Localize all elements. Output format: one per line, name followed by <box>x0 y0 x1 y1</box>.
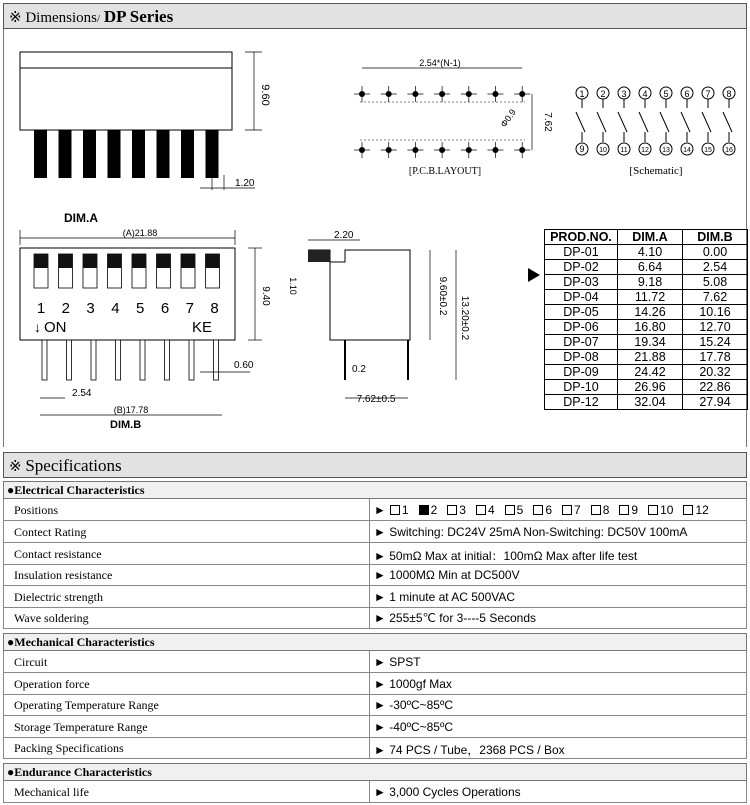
position-option-label: 12 <box>695 503 709 517</box>
pin <box>59 130 72 178</box>
position-checkbox[interactable] <box>683 505 693 515</box>
spec-label: Mechanical life <box>14 785 89 799</box>
spec-label: Dielectric strength <box>14 589 103 604</box>
schematic-pin-label: 8 <box>726 89 732 99</box>
table-pointer-icon <box>528 268 540 282</box>
schematic-pin-label: 6 <box>684 89 690 99</box>
pcb-hole <box>519 91 525 97</box>
endurance-header <box>3 763 747 781</box>
pcb-hole <box>466 147 472 153</box>
switch-actuator <box>83 254 97 268</box>
position-option-label: 5 <box>516 503 524 517</box>
position-checkbox[interactable] <box>447 505 457 515</box>
pin <box>83 130 96 178</box>
spec-row <box>3 651 747 673</box>
pcb-hole <box>386 147 392 153</box>
table-row <box>545 395 748 410</box>
pin <box>34 130 47 178</box>
side-width-label: 7.62±0.5 <box>356 394 396 405</box>
position-number: 4 <box>111 300 120 317</box>
bullet-icon: ● <box>7 765 15 779</box>
spec-value: ► -40ºC~85ºC <box>374 719 454 734</box>
bullet-icon: ● <box>7 483 15 497</box>
switch-actuator <box>132 254 146 268</box>
schematic-drawing <box>576 87 735 155</box>
table-row <box>545 380 748 395</box>
position-number: 8 <box>210 300 219 317</box>
position-checkbox[interactable] <box>533 505 543 515</box>
pcb-hole <box>412 147 418 153</box>
product-dimension-table <box>544 229 748 410</box>
dim-a-title: DIM.A <box>64 211 98 225</box>
side-top-label: 2.20 <box>334 230 354 241</box>
pcb-hole <box>359 147 365 153</box>
position-option-label: 6 <box>545 503 553 517</box>
table-cell: 17.78 <box>683 350 748 365</box>
on-label: ON <box>44 319 67 336</box>
switch-actuator <box>206 254 220 268</box>
height-label: 9.60 <box>259 84 271 106</box>
schematic-pin-label: 15 <box>704 147 712 154</box>
table-cell: 12.70 <box>683 320 748 335</box>
pin <box>132 130 145 178</box>
spec-row <box>3 673 747 695</box>
spec-value: ► -30ºC~85ºC <box>374 698 454 713</box>
spec-value-text: 74 PCS / Tube，2368 PCS / Box <box>389 743 565 758</box>
electrical-header <box>3 481 747 499</box>
table-cell: 16.80 <box>618 320 683 335</box>
position-checkbox[interactable] <box>390 505 400 515</box>
position-option-label: 8 <box>602 503 610 517</box>
note-mark: ※ <box>9 10 22 26</box>
spec-value: ► 1000gf Max <box>374 676 452 691</box>
spec-value-text: -40ºC~85ºC <box>389 719 454 734</box>
note-mark: ※ <box>9 459 22 475</box>
schematic-pin-label: 2 <box>600 89 606 99</box>
table-row <box>545 275 748 290</box>
table-cell: 5.08 <box>683 275 748 290</box>
side-height-1: 9.60±0.2 <box>437 276 448 316</box>
spec-row <box>3 543 747 565</box>
spec-label: Wave soldering <box>14 611 89 626</box>
spec-row <box>3 586 747 608</box>
spec-label: Packing Specifications <box>14 741 124 756</box>
spec-value-text: SPST <box>389 655 421 669</box>
mechanical-header <box>3 633 747 651</box>
lead <box>91 340 96 380</box>
dim-b-label: (B)17.78 <box>113 405 149 415</box>
schematic-pin-label: 3 <box>621 89 627 99</box>
table-cell: 11.72 <box>618 290 683 305</box>
position-number: 1 <box>36 300 46 317</box>
spec-label: Insulation resistance <box>14 568 113 583</box>
pcb-hole <box>466 91 472 97</box>
spec-value-text: -30ºC~85ºC <box>389 698 454 713</box>
spec-value: ► 74 PCS / Tube，2368 PCS / Box <box>374 743 565 758</box>
position-option-label: 10 <box>660 503 674 517</box>
lead <box>214 340 219 380</box>
table-cell: 19.34 <box>618 335 683 350</box>
table-cell: 27.94 <box>683 395 748 410</box>
position-number: 2 <box>61 300 70 317</box>
pin <box>181 130 194 178</box>
spec-label: Storage Temperature Range <box>14 719 148 734</box>
table-row <box>545 260 748 275</box>
spec-value: ► SPST <box>374 655 421 669</box>
lead <box>189 340 194 380</box>
table-header: PROD.NO. <box>545 230 618 245</box>
position-option-label: 1 <box>401 503 409 517</box>
table-cell: 32.04 <box>618 395 683 410</box>
position-number: 5 <box>136 300 145 317</box>
switch-actuator <box>108 254 122 268</box>
table-cell: 6.64 <box>618 260 683 275</box>
table-cell: DP-08 <box>545 350 618 365</box>
spec-label: Operating Temperature Range <box>14 698 159 713</box>
pin <box>108 130 121 178</box>
switch-actuator <box>181 254 195 268</box>
table-cell: 26.96 <box>618 380 683 395</box>
table-cell: DP-12 <box>545 395 618 410</box>
row-spacing-label: 7.62 <box>542 112 553 132</box>
position-checkbox[interactable] <box>648 505 658 515</box>
table-cell: 0.00 <box>683 245 748 260</box>
ke-label: KE <box>192 319 213 336</box>
lead <box>67 340 72 380</box>
spec-value-text: 3,000 Cycles Operations <box>389 785 521 799</box>
spec-value-text: 1000gf Max <box>389 676 452 691</box>
position-number: 6 <box>160 300 170 317</box>
dim-b-title: DIM.B <box>110 419 142 431</box>
pin-dim-label: 0.60 <box>234 360 254 371</box>
table-row <box>545 335 748 350</box>
spec-label: Operation force <box>14 676 90 691</box>
pcb-hole <box>359 91 365 97</box>
table-row <box>545 320 748 335</box>
spec-row <box>3 781 747 803</box>
bullet-icon: ● <box>7 635 15 649</box>
pcb-layout-drawing <box>354 58 553 177</box>
spec-row <box>3 694 747 716</box>
lead <box>42 340 47 380</box>
pcb-caption: [P.C.B.LAYOUT] <box>408 166 482 177</box>
schematic-pin-label: 13 <box>662 147 670 154</box>
position-checkbox[interactable] <box>619 505 629 515</box>
spec-value: ► Switching: DC24V 25mA Non-Switching: DC50V 100mA <box>374 525 688 539</box>
front-height-label: 9.40 <box>260 286 271 306</box>
specifications-title: Specifications <box>25 456 122 475</box>
table-cell: DP-06 <box>545 320 618 335</box>
table-cell: 14.26 <box>618 305 683 320</box>
pcb-hole <box>439 91 445 97</box>
pin <box>206 130 219 178</box>
side-lead-label: 0.2 <box>352 364 366 375</box>
lead <box>116 340 121 380</box>
pcb-hole <box>412 91 418 97</box>
schematic-pin-label: 16 <box>725 147 733 154</box>
table-cell: DP-09 <box>545 365 618 380</box>
schematic-pin-label: 14 <box>683 147 691 154</box>
table-row <box>545 305 748 320</box>
table-cell: 9.18 <box>618 275 683 290</box>
table-row <box>545 350 748 365</box>
pitch-front-label: 2.54 <box>72 388 92 399</box>
position-option-label: 9 <box>631 503 639 517</box>
position-option-label: 2 <box>430 503 438 517</box>
on-arrow-icon: ↓ <box>34 319 41 335</box>
position-number: 7 <box>185 300 194 317</box>
spec-label: Circuit <box>14 655 48 669</box>
side-height-2: 13.20±0.2 <box>459 295 470 341</box>
schematic-pin-label: 4 <box>642 89 648 99</box>
schematic-pin-label: 12 <box>641 147 649 154</box>
schematic-pin-label: 10 <box>599 147 607 154</box>
schematic-pin-label: 9 <box>579 144 585 154</box>
series-title: DP Series <box>103 7 174 26</box>
table-cell: 20.32 <box>683 365 748 380</box>
spec-value-text: 50mΩ Max at initial：100mΩ Max after life test <box>389 548 638 563</box>
spec-value: ► 255±5℃ for 3----5 Seconds <box>374 611 537 626</box>
positions-label: Positions <box>14 503 59 517</box>
pitch-label: 2.54*(N-1) <box>419 58 461 68</box>
position-option-label: 7 <box>574 503 581 517</box>
schematic-pin-label: 11 <box>620 147 628 154</box>
spec-value: ► 50mΩ Max at initial：100mΩ Max after life test <box>374 548 638 563</box>
top-view-drawing <box>20 52 271 190</box>
lead <box>165 340 170 380</box>
pcb-hole <box>519 147 525 153</box>
spec-row <box>3 521 747 543</box>
table-header: DIM.B <box>683 230 748 245</box>
positions-row <box>3 499 747 521</box>
switch-actuator <box>59 254 73 268</box>
table-cell: DP-02 <box>545 260 618 275</box>
table-cell: DP-04 <box>545 290 618 305</box>
spec-value: ► 1 minute at AC 500VAC <box>374 589 516 604</box>
spec-label: Contect Rating <box>14 525 87 539</box>
position-checkbox[interactable] <box>419 505 429 515</box>
pin-width-label: 1.20 <box>235 178 255 189</box>
specifications-header <box>3 452 747 478</box>
table-cell: DP-07 <box>545 335 618 350</box>
table-row <box>545 290 748 305</box>
switch-actuator <box>157 254 171 268</box>
spec-value: ► 1000MΩ Min at DC500V <box>374 568 520 583</box>
spec-value-text: 1 minute at AC 500VAC <box>389 589 516 604</box>
table-cell: DP-05 <box>545 305 618 320</box>
pcb-hole <box>386 91 392 97</box>
dimensions-label: Dimensions <box>25 10 97 26</box>
table-cell: 21.88 <box>618 350 683 365</box>
spec-value: ► 3,000 Cycles Operations <box>374 785 521 799</box>
pcb-hole <box>439 147 445 153</box>
side-step-label: 1.10 <box>288 277 298 295</box>
position-checkbox[interactable] <box>476 505 486 515</box>
endurance-title: Endurance Characteristics <box>14 765 152 779</box>
pcb-hole <box>493 147 499 153</box>
position-option-label: 3 <box>459 503 466 517</box>
position-option-label: 4 <box>487 503 495 517</box>
table-cell: DP-10 <box>545 380 618 395</box>
front-view-drawing <box>20 211 271 431</box>
mechanical-title: Mechanical Characteristics <box>14 635 155 649</box>
spec-row <box>3 716 747 738</box>
table-cell: 4.10 <box>618 245 683 260</box>
schematic-pin-label: 7 <box>705 89 711 99</box>
header-separator: / <box>97 13 101 25</box>
table-cell: 2.54 <box>683 260 748 275</box>
spec-row <box>3 737 747 759</box>
spec-row <box>3 607 747 629</box>
schematic-pin-label: 5 <box>663 89 669 99</box>
table-row <box>545 365 748 380</box>
spec-value-text: 255±5℃ for 3----5 Seconds <box>389 611 537 626</box>
table-cell: 15.24 <box>683 335 748 350</box>
positions-values: ► 1 2 3 4 5 6 7 8 9 10 12 <box>374 503 709 517</box>
position-checkbox[interactable] <box>591 505 601 515</box>
table-cell: 22.86 <box>683 380 748 395</box>
position-checkbox[interactable] <box>562 505 572 515</box>
pin <box>157 130 170 178</box>
spec-row <box>3 564 747 586</box>
schematic-pin-label: 1 <box>579 89 585 99</box>
table-cell: 24.42 <box>618 365 683 380</box>
lead <box>140 340 145 380</box>
hole-label: Φ0.9 <box>498 107 518 130</box>
table-cell: DP-01 <box>545 245 618 260</box>
switch-actuator <box>34 254 48 268</box>
pcb-hole <box>493 91 499 97</box>
schematic-caption: [Schematic] <box>629 165 683 177</box>
spec-value-text: 1000MΩ Min at DC500V <box>389 568 520 583</box>
spec-value-text: Switching: DC24V 25mA Non-Switching: DC50V 100mA <box>389 525 688 539</box>
dim-a-label: (A)21.88 <box>122 228 158 238</box>
table-cell: DP-03 <box>545 275 618 290</box>
position-checkbox[interactable] <box>505 505 515 515</box>
position-number: 3 <box>86 300 95 317</box>
table-cell: 7.62 <box>683 290 748 305</box>
table-header: DIM.A <box>618 230 683 245</box>
table-cell: 10.16 <box>683 305 748 320</box>
table-row <box>545 245 748 260</box>
electrical-title: Electrical Characteristics <box>14 483 145 497</box>
side-view-drawing <box>288 230 470 405</box>
spec-label: Contact resistance <box>14 546 102 561</box>
